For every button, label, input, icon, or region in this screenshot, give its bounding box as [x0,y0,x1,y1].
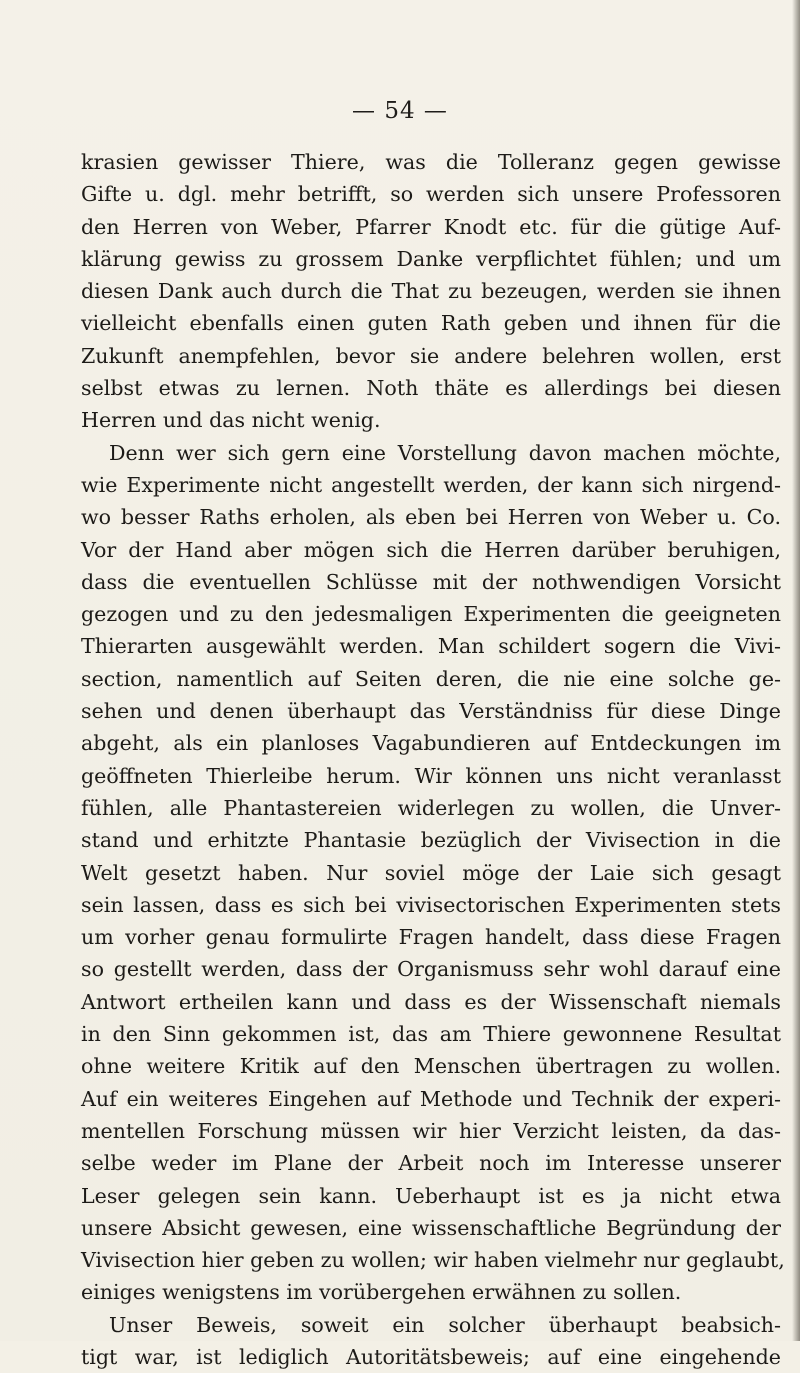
text-line: abgeht, als ein planloses Vagabundieren auf Entdeckungen im [81,731,781,756]
text-line: Gifte u. dgl. mehr betrifft, so werden sich unsere Professoren [81,182,781,207]
text-line: Thierarten ausgewählt werden. Man schildert sogern die Vivi- [81,634,781,659]
text-line: selbst etwas zu lernen. Noth thäte es allerdings bei diesen [81,376,781,401]
text-line: sehen und denen überhaupt das Verständniss für diese Dinge [81,699,781,724]
text-line: so gestellt werden, dass der Organismuss sehr wohl darauf eine [81,957,781,982]
text-line: Antwort ertheilen kann und dass es der Wissenschaft niemals [81,989,781,1014]
text-line: vielleicht ebenfalls einen guten Rath geben und ihnen für die [81,311,781,336]
text-line: unsere Absicht gewesen, eine wissenschaftliche Begründung der [81,1215,781,1240]
text-line: wie Experimente nicht angestellt werden, der kann sich nirgend- [81,472,781,497]
text-line: Auf ein weiteres Eingehen auf Methode und Technik der experi- [81,1086,781,1111]
text-line: um vorher genau formulirte Fragen handelt, dass diese Fragen [81,925,781,950]
text-line: einiges wenigstens im vorübergehen erwähnen zu sollen. [81,1280,682,1305]
text-line: diesen Dank auch durch die That zu bezeugen, werden sie ihnen [81,279,781,304]
text-line: Vor der Hand aber mögen sich die Herren darüber beruhigen, [81,537,781,562]
text-line: mentellen Forschung müssen wir hier Verzicht leisten, da das- [81,1118,781,1143]
page-edge-shadow [792,0,800,1341]
text-line: Welt gesetzt haben. Nur soviel möge der Laie sich gesagt [81,860,781,885]
text-line: Zukunft anempfehlen, bevor sie andere belehren wollen, erst [81,343,781,368]
text-line: den Herren von Weber, Pfarrer Knodt etc. für die gütige Auf- [81,214,781,239]
text-line: krasien gewisser Thiere, was die Tolleranz gegen gewisse [81,150,781,174]
page-number: — 54 — [352,98,448,124]
text-line: fühlen, alle Phantastereien widerlegen zu wollen, die Unver- [81,795,781,820]
text-line: Vivisection hier geben zu wollen; wir haben vielmehr nur geglaubt, [81,1248,785,1273]
text-line: gezogen und zu den jedesmaligen Experimenten die geeigneten [81,602,781,627]
text-line: geöffneten Thierleibe herum. Wir können uns nicht veranlasst [81,763,781,788]
text-line: selbe weder im Plane der Arbeit noch im Interesse unserer [81,1151,781,1176]
text-line: Unser Beweis, soweit ein solcher überhaupt beabsich- [109,1312,781,1337]
text-line: Denn wer sich gern eine Vorstellung davon machen möchte, [109,440,781,465]
text-line: ohne weitere Kritik auf den Menschen übertragen zu wollen. [81,1054,781,1079]
text-line: in den Sinn gekommen ist, das am Thiere gewonnene Resultat [81,1022,781,1047]
text-line: Herren und das nicht wenig. [81,408,381,433]
text-line: stand und erhitzte Phantasie bezüglich der Vivisection in die [81,828,781,853]
text-line: dass die eventuellen Schlüsse mit der nothwendigen Vorsicht [81,569,781,594]
text-line: section, namentlich auf Seiten deren, die nie eine solche ge- [81,666,781,691]
text-line: Leser gelegen sein kann. Ueberhaupt ist es ja nicht etwa [81,1183,781,1208]
text-line: sein lassen, dass es sich bei vivisectorischen Experimenten stets [81,892,781,917]
text-line: wo besser Raths erholen, als eben bei Herren von Weber u. Co. [81,505,781,530]
text-line: tigt war, ist lediglich Autoritätsbeweis; auf eine eingehende [81,1344,781,1369]
body-text [81,146,785,1373]
text-line: klärung gewiss zu grossem Danke verpflichtet fühlen; und um [81,246,781,271]
